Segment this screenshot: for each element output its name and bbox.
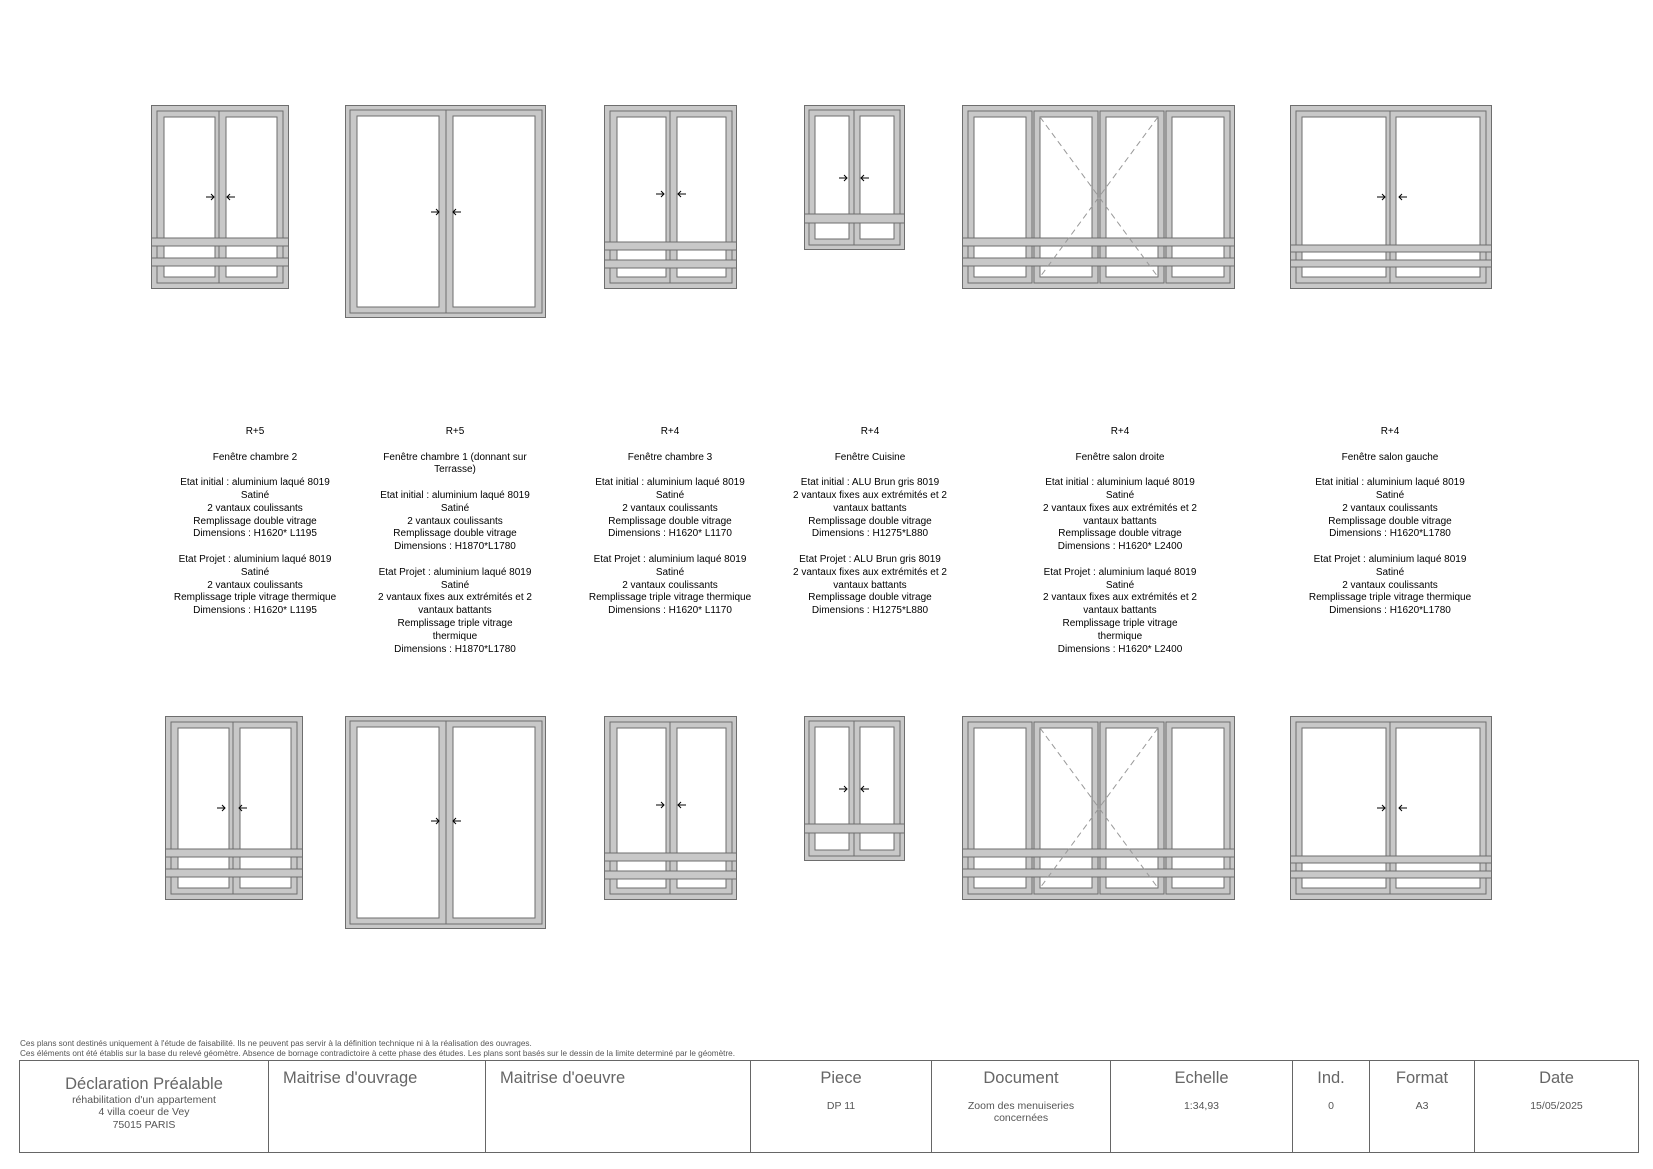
spec-title: Fenêtre chambre 2	[212, 451, 298, 463]
spec-line: Remplissage double vitrage	[608, 515, 732, 527]
spec-line: Satiné	[655, 489, 685, 501]
maitrise-oeuvre-cell	[486, 1061, 751, 1152]
spec-line: Satiné	[1375, 489, 1405, 501]
spec-line: Etat Projet : aluminium laqué 8019	[178, 553, 332, 565]
spec-line: Etat Projet : aluminium laqué 8019	[378, 566, 532, 578]
spec-line: Satiné	[1105, 489, 1135, 501]
spec-line: Etat Projet : aluminium laqué 8019	[593, 553, 747, 565]
window-initial-chambre-2	[151, 105, 290, 290]
spec-line: Satiné	[440, 579, 470, 591]
spec-line: Etat initial : aluminium laqué 8019	[180, 477, 330, 489]
maitrise-ouvrage-cell	[269, 1061, 486, 1152]
spec-line: Dimensions : H1620* L1170	[608, 605, 732, 617]
echelle-label: Echelle	[1174, 1069, 1229, 1087]
spec-line: Dimensions : H1620* L1195	[193, 605, 317, 617]
spec-line: 2 vantaux coulissants	[207, 579, 303, 591]
spec-line: Remplissage double vitrage	[808, 592, 932, 604]
piece-cell	[751, 1061, 932, 1152]
ind-label: Ind.	[1317, 1069, 1345, 1087]
project-address-line: 4 villa coeur de Vey	[98, 1106, 190, 1119]
date-value: 15/05/2025	[1530, 1100, 1583, 1112]
spec-line: 2 vantaux fixes aux extrémités et 2 vantaux battants	[1043, 502, 1197, 527]
spec-line: Dimensions : H1870*L1780	[394, 643, 516, 655]
spec-line: Dimensions : H1620*L1780	[1329, 528, 1451, 540]
spec-line: Satiné	[1375, 566, 1405, 578]
title-block	[19, 1060, 1639, 1153]
spec-line: Remplissage triple vitrage thermique	[588, 592, 752, 604]
maitrise-oeuvre-label: Maitrise d'oeuvre	[500, 1069, 626, 1087]
spec-line: Satiné	[1105, 579, 1135, 591]
spec-line: 2 vantaux coulissants	[1342, 502, 1438, 514]
spec-line: Dimensions : H1620* L2400	[1057, 643, 1183, 655]
spec-line: 2 vantaux coulissants	[407, 515, 503, 527]
format-cell	[1370, 1061, 1475, 1152]
spec-title: Fenêtre salon droite	[1075, 451, 1165, 463]
window-initial-salon-droite	[962, 105, 1236, 290]
window-project-chambre-2	[165, 716, 304, 901]
project-title: Déclaration Préalable	[65, 1075, 223, 1093]
spec-title: Fenêtre chambre 3	[627, 451, 713, 463]
spec-line: Remplissage triple vitrage thermique	[1308, 592, 1472, 604]
project-description: réhabilitation d'un appartement	[72, 1094, 216, 1106]
spec-line: Etat Projet : aluminium laqué 8019	[1043, 566, 1197, 578]
spec-level: R+4	[1110, 426, 1130, 437]
maitrise-ouvrage-label: Maitrise d'ouvrage	[283, 1069, 418, 1087]
spec-chambre-1	[375, 426, 535, 656]
spec-line: Etat initial : ALU Brun gris 8019	[800, 477, 940, 489]
window-initial-cuisine	[804, 105, 906, 251]
spec-line: Remplissage double vitrage	[1058, 528, 1182, 540]
piece-value: DP 11	[826, 1100, 856, 1112]
spec-line: Dimensions : H1620*L1780	[1329, 605, 1451, 617]
spec-title: Fenêtre chambre 1 (donnant sur Terrasse)	[383, 451, 527, 476]
disclaimer-line: Ces plans sont destinés uniquement à l'étude de faisabilité. Ils ne peuvent pas servir à la définition technique ni à la réalisation des ouvrages.	[20, 1039, 532, 1048]
spec-line: Satiné	[655, 566, 685, 578]
spec-chambre-3	[585, 426, 755, 618]
ind-cell	[1293, 1061, 1370, 1152]
window-project-cuisine	[804, 716, 906, 862]
window-project-salon-gauche	[1290, 716, 1493, 901]
document-label: Document	[983, 1069, 1059, 1087]
spec-line: Satiné	[440, 502, 470, 514]
spec-line: Remplissage double vitrage	[808, 515, 932, 527]
spec-line: Etat initial : aluminium laqué 8019	[595, 477, 745, 489]
spec-line: Dimensions : H1870*L1780	[394, 541, 516, 553]
spec-line: Satiné	[240, 489, 270, 501]
echelle-value: 1:34,93	[1183, 1100, 1220, 1112]
spec-line: Remplissage double vitrage	[393, 528, 517, 540]
project-cell	[20, 1061, 269, 1152]
spec-line: Remplissage triple vitrage thermique	[173, 592, 337, 604]
spec-line: 2 vantaux fixes aux extrémités et 2 vantaux battants	[793, 566, 947, 591]
spec-line: Satiné	[240, 566, 270, 578]
window-initial-salon-gauche	[1290, 105, 1493, 290]
spec-line: Etat initial : aluminium laqué 8019	[380, 489, 530, 501]
date-cell	[1475, 1061, 1638, 1152]
spec-level: R+4	[1380, 426, 1400, 437]
spec-line: Dimensions : H1275*L880	[811, 528, 929, 540]
spec-level: R+5	[445, 426, 465, 437]
document-cell	[932, 1061, 1111, 1152]
piece-label: Piece	[820, 1069, 862, 1087]
spec-line: Remplissage double vitrage	[193, 515, 317, 527]
spec-line: Dimensions : H1620* L2400	[1057, 541, 1183, 553]
spec-line: Etat initial : aluminium laqué 8019	[1315, 477, 1465, 489]
window-initial-chambre-3	[604, 105, 738, 290]
window-project-chambre-3	[604, 716, 738, 901]
spec-line: 2 vantaux fixes aux extrémités et 2 vantaux battants	[378, 592, 532, 617]
project-address-line: 75015 PARIS	[112, 1118, 176, 1131]
spec-salon-gauche	[1305, 426, 1475, 618]
document-value: Zoom des menuiseries concernées	[967, 1100, 1075, 1124]
window-project-salon-droite	[962, 716, 1236, 901]
spec-line: Etat initial : aluminium laqué 8019	[1045, 477, 1195, 489]
spec-line: Dimensions : H1620* L1195	[193, 528, 317, 540]
ind-value: 0	[1328, 1100, 1334, 1112]
window-initial-chambre-1	[345, 105, 547, 319]
date-label: Date	[1539, 1069, 1574, 1087]
spec-chambre-2	[170, 426, 340, 618]
spec-line: Etat Projet : ALU Brun gris 8019	[799, 553, 941, 565]
spec-line: 2 vantaux coulissants	[622, 502, 718, 514]
spec-salon-droite	[1040, 426, 1200, 656]
format-value: A3	[1415, 1100, 1429, 1112]
spec-line: Etat Projet : aluminium laqué 8019	[1313, 553, 1467, 565]
spec-title: Fenêtre Cuisine	[834, 451, 906, 463]
disclaimer-line: Ces éléments ont été établis sur la base du relevé géomètre. Absence de bornage contradictoire à cette phase des études. Les plans sont basés sur le dessin de la limite determiné par le géomètre.	[20, 1049, 736, 1058]
spec-line: Remplissage triple vitrage thermique	[1062, 617, 1178, 642]
spec-level: R+4	[860, 426, 880, 437]
spec-line: 2 vantaux fixes aux extrémités et 2 vantaux battants	[1043, 592, 1197, 617]
spec-level: R+5	[245, 426, 265, 437]
window-project-chambre-1	[345, 716, 547, 930]
spec-line: Dimensions : H1275*L880	[811, 605, 929, 617]
spec-line: 2 vantaux fixes aux extrémités et 2 vantaux battants	[793, 489, 947, 514]
spec-line: 2 vantaux coulissants	[1342, 579, 1438, 591]
spec-level: R+4	[660, 426, 680, 437]
spec-line: Remplissage triple vitrage thermique	[397, 617, 513, 642]
spec-cuisine	[790, 426, 950, 618]
spec-line: Remplissage double vitrage	[1328, 515, 1452, 527]
echelle-cell	[1111, 1061, 1293, 1152]
format-label: Format	[1395, 1069, 1449, 1087]
spec-line: 2 vantaux coulissants	[622, 579, 718, 591]
spec-title: Fenêtre salon gauche	[1341, 451, 1439, 463]
disclaimer-notes	[20, 1039, 1640, 1059]
spec-line: 2 vantaux coulissants	[207, 502, 303, 514]
spec-line: Dimensions : H1620* L1170	[608, 528, 732, 540]
